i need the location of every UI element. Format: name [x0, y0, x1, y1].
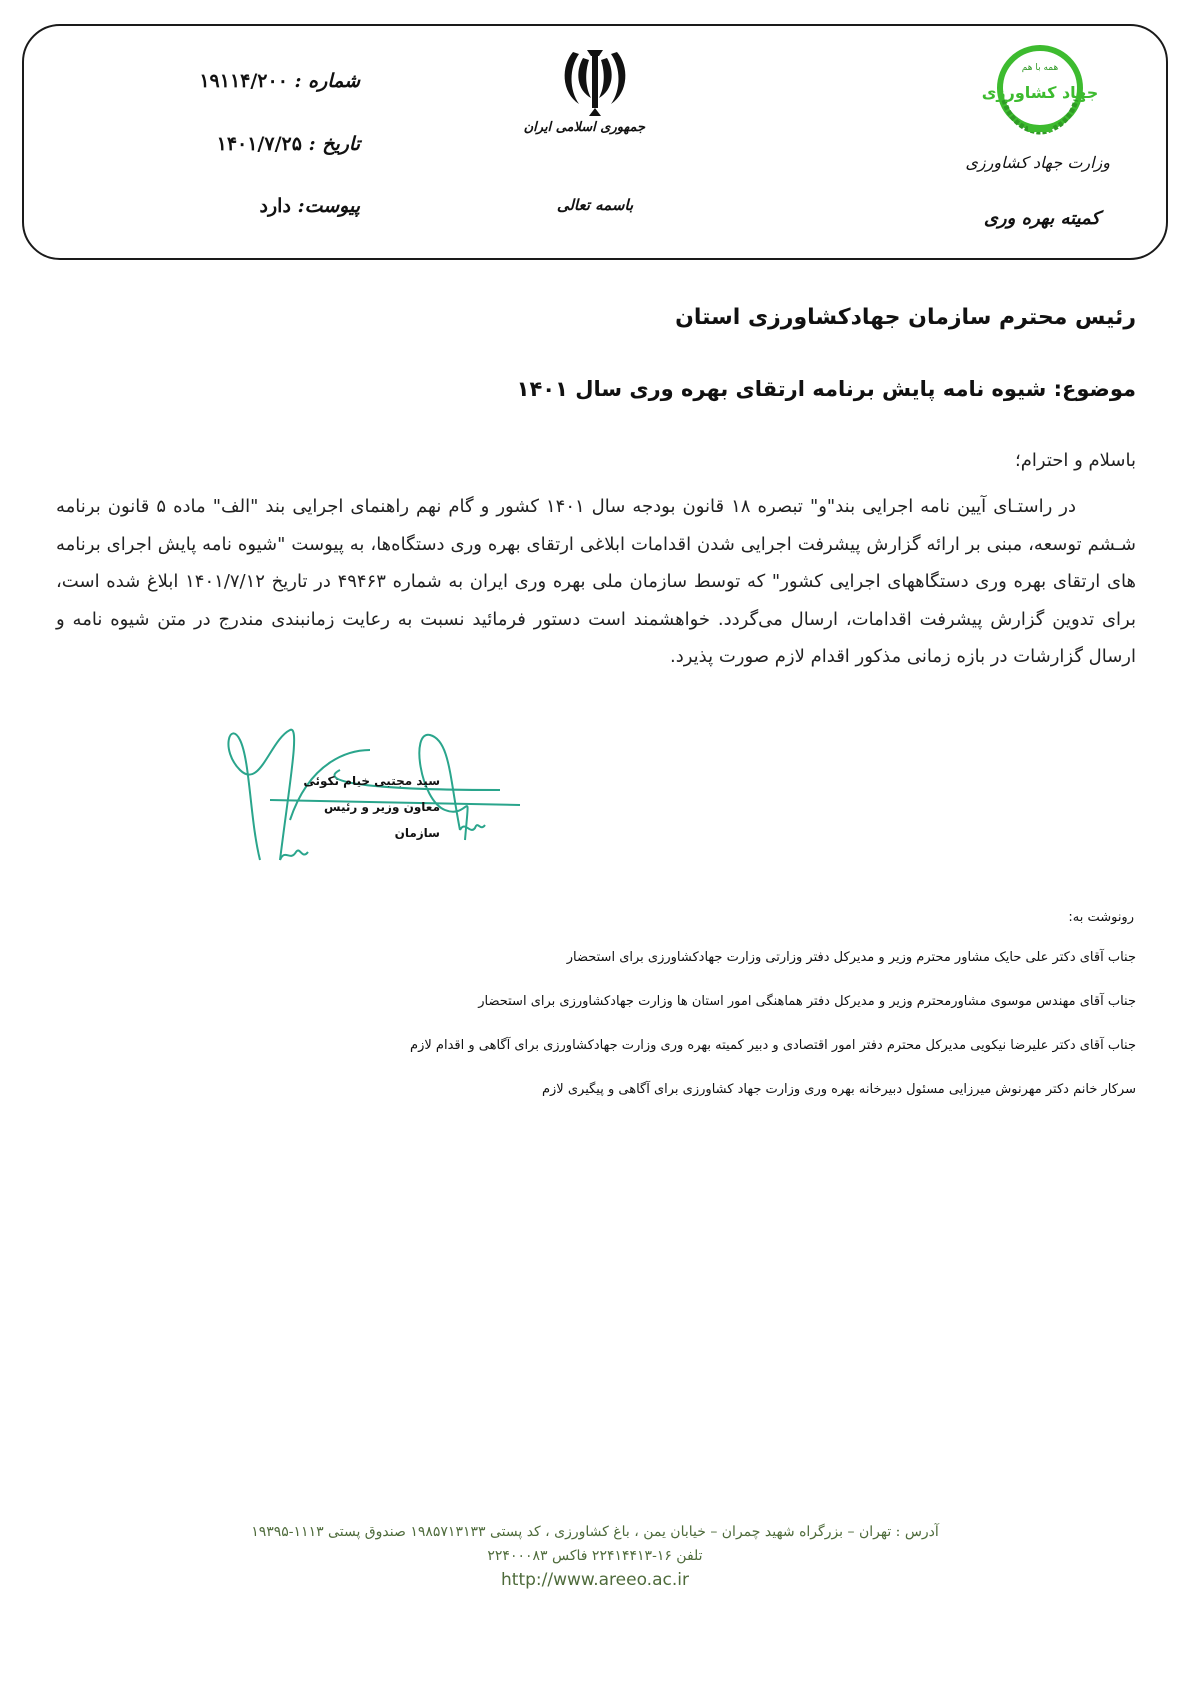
cc-item: جناب آقای دکتر علیرضا نیکویی مدیرکل محترم دفتر امور اقتصادی و دبیر کمیته بهره وری وزارت جهادکشاورزی برای آگاهی و اقدام لازم	[410, 1038, 1136, 1053]
letter-number-value: ۱۹۱۱۴/۲۰۰	[199, 70, 288, 92]
cc-item: جناب آقای دکتر علی حایک مشاور محترم وزیر و مدیرکل دفتر وزارتی وزارت جهادکشاورزی برای استحضار	[566, 950, 1136, 965]
signer-block	[300, 768, 440, 846]
letter-attachment-value: دارد	[259, 195, 291, 217]
letter-greeting: باسلام و احترام؛	[1015, 450, 1136, 471]
letter-attachment	[260, 195, 360, 217]
cc-item: جناب آقای مهندس موسوی مشاورمحترم وزیر و مدیرکل دفتر هماهنگی امور استان ها وزارت جهادکشاورزی برای استحضار	[478, 994, 1136, 1009]
letter-subject: موضوع: شیوه نامه پایش برنامه ارتقای بهره وری سال ۱۴۰۱	[516, 377, 1136, 401]
footer-address: آدرس : تهران – بزرگراه شهید چمران – خیابان یمن ، باغ کشاورزی ، کد پستی ۱۹۸۵۷۱۳۱۳۳ صندوق پستی ۱۱۱۳-۱۹۳۹۵	[251, 1524, 939, 1540]
logo-main-text: جهاد کشاورزی	[981, 83, 1099, 102]
letter-date	[217, 133, 360, 155]
signer-name: سید مجتبی خیام نکوئی	[303, 774, 440, 788]
ministry-logo-icon	[981, 40, 1099, 140]
iran-emblem-icon	[559, 44, 631, 118]
cc-item: سرکار خانم دکتر مهرنوش میرزایی مسئول دبیرخانه بهره وری وزارت جهاد کشاورزی برای آگاهی و پیگیری لازم	[541, 1082, 1136, 1097]
iran-emblem	[523, 44, 645, 135]
bismillah: باسمه تعالی	[556, 196, 634, 214]
committee-name: کمیته بهره وری	[983, 208, 1100, 229]
letter-number	[199, 70, 360, 92]
footer-phone: تلفن ۱۶-۲۲۴۱۴۴۱۳ فاکس ۲۲۴۰۰۰۸۳	[487, 1548, 703, 1564]
letter-attachment-label: پیوست:	[297, 195, 360, 217]
letter-date-label: تاریخ :	[308, 133, 360, 155]
letter-number-label: شماره :	[294, 70, 360, 92]
footer	[0, 1520, 1190, 1590]
letter-recipient: رئیس محترم سازمان جهادکشاورزی استان	[675, 305, 1136, 330]
logo-top-text: همه با هم	[1021, 63, 1059, 73]
signer-title: معاون وزیر و رئیس سازمان	[323, 800, 440, 840]
emblem-caption: جمهوری اسلامی ایران	[523, 120, 645, 135]
cc-title: رونوشت به:	[1068, 910, 1134, 925]
letter-body: در راستـای آیین نامه اجرایی بند"و" تبصره ۱۸ قانون بودجه سال ۱۴۰۱ کشور و گام نهم راهنمای اجرایی بند "الف" ماده ۵ قانون برنامه شـشم توسعه، مبنی بر ارائه گزارش پیشرفت اجرایی شدن اقدامات ابلاغی ارتقای بهره وری دستگاه‌ها، به پیوست "شیوه نامه پایش اجرای برنامه های ارتقای بهره وری دستگاههای اجرایی کشور" که توسط سازمان ملی بهره وری ایران به شماره ۴۹۴۶۳ در تاریخ ۱۴۰۱/۷/۱۲ ابلاغ شده است، برای تدوین گزارش پیشرفت اقدامات، ارسال می‌گردد. خواهشمند است دستور فرمائید نسبت به رعایت زمانبندی مندرج در متن شیوه نامه و ارسال گزارشات در بازه زمانی مذکور اقدام لازم صورت پذیرد.	[56, 496, 1137, 667]
letter-date-value: ۱۴۰۱/۷/۲۵	[216, 133, 302, 155]
ministry-name: وزارت جهاد کشاورزی	[965, 153, 1110, 172]
footer-url[interactable]: http://www.areeo.ac.ir	[501, 1570, 689, 1590]
cc-list	[410, 948, 1136, 1124]
